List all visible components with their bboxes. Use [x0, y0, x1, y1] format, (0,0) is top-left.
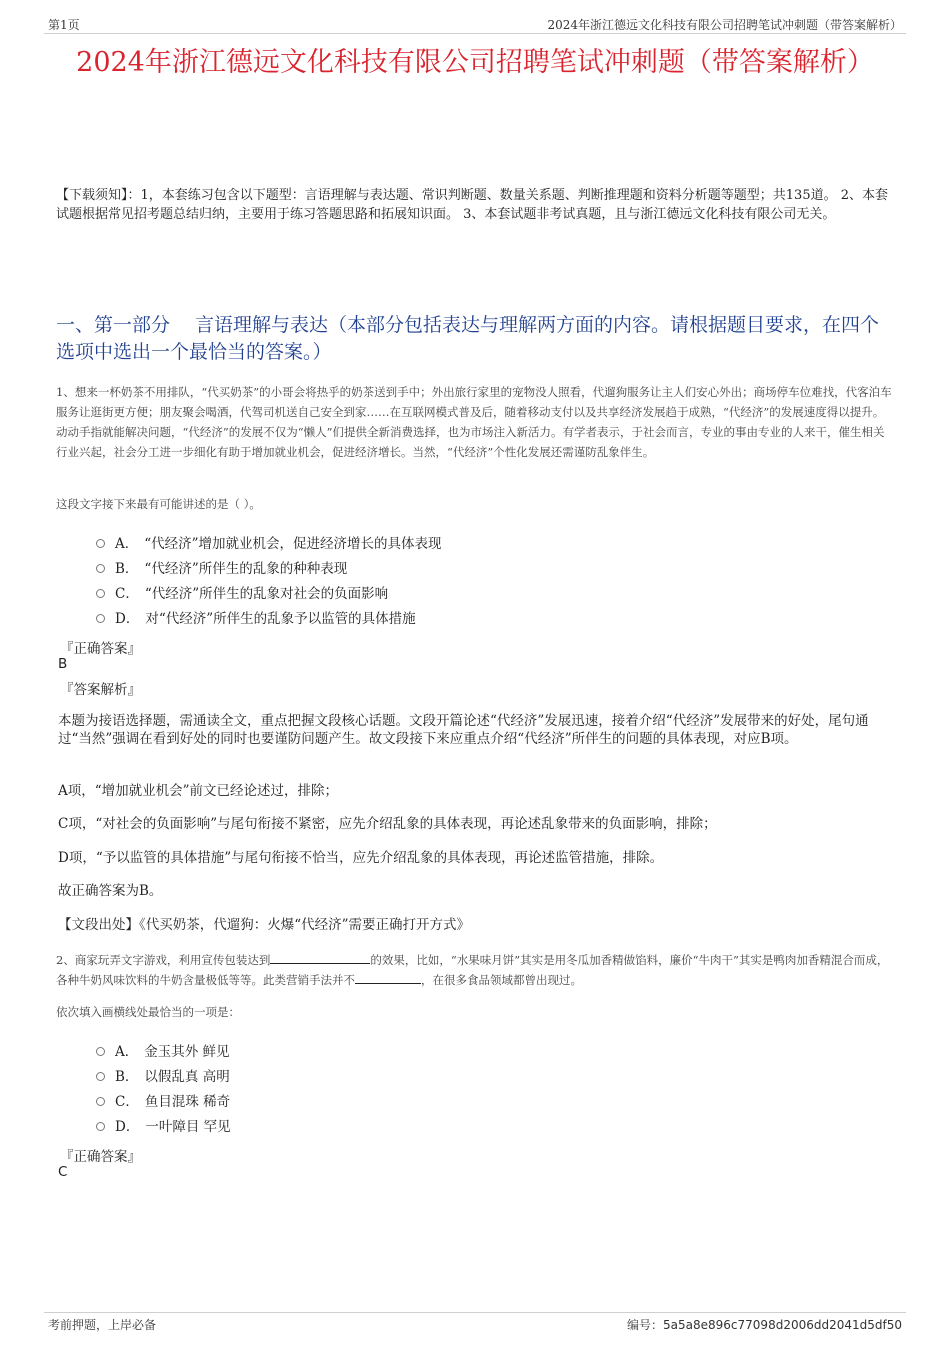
blank-line-1 — [270, 954, 370, 964]
question-1-option-a[interactable]: A． “代经济”增加就业机会，促进经济增长的具体表现 — [96, 529, 442, 554]
radio-icon[interactable] — [96, 539, 105, 548]
radio-icon[interactable] — [96, 614, 105, 623]
question-1-option-d[interactable]: D． 对“代经济”所伴生的乱象予以监管的具体措施 — [96, 604, 442, 629]
radio-icon[interactable] — [96, 1122, 105, 1131]
radio-icon[interactable] — [96, 1047, 105, 1056]
question-2-answer-label: 『正确答案』 — [60, 1149, 141, 1165]
radio-icon[interactable] — [96, 1097, 105, 1106]
page-header — [44, 14, 906, 34]
question-1-analysis-d: D项，“予以监管的具体措施”与尾句衔接不恰当，应先介绍乱象的具体表现，再论述监管措施，排除。 — [58, 850, 664, 866]
question-1-analysis-conclusion: 故正确答案为B。 — [58, 883, 163, 899]
radio-icon[interactable] — [96, 589, 105, 598]
header-doc-title: 2024年浙江德远文化科技有限公司招聘笔试冲刺题（带答案解析） — [547, 18, 902, 32]
page-footer — [44, 1312, 906, 1334]
section-title: 一、第一部分 言语理解与表达（本部分包括表达与理解两方面的内容。请根据题目要求，在四个选项中选出一个最恰当的答案。） — [56, 314, 880, 363]
question-2-option-a[interactable]: A． 金玉其外 鲜见 — [96, 1037, 231, 1062]
question-1-answer: B — [58, 656, 68, 672]
question-2-answer: C — [58, 1164, 68, 1180]
radio-icon[interactable] — [96, 1072, 105, 1081]
question-2-text: 2、商家玩弄文字游戏，利用宣传包装达到 的效果，比如，“水果味月饼”其实是用冬瓜加香精做馅料，廉价“牛肉干”其实是鸭肉加香精混合而成，各种牛奶风味饮料的牛奶含量极低等等。此类营销手法并不 ，在很多食品领域都曾出现过。 — [56, 953, 889, 987]
question-1-analysis-c: C项，“对社会的负面影响”与尾句衔接不紧密，应先介绍乱象的具体表现，再论述乱象带来的负面影响，排除； — [58, 816, 717, 832]
document-code: 编号：5a5a8e896c77098d2006dd2041d5df50 — [627, 1318, 902, 1332]
blank-line-2 — [355, 974, 421, 984]
footer-slogan: 考前押题，上岸必备 — [48, 1318, 157, 1332]
question-1-analysis-main: 本题为接语选择题，需通读全文，重点把握文段核心话题。文段开篇论述“代经济”发展迅速，接着介绍“代经济”发展带来的好处，尾句通过“当然”强调在看到好处的同时也要谨防问题产生。故文段接下来应重点介绍“代经济”所伴生的问题的具体表现，对应B项。 — [58, 713, 869, 747]
question-1-text: 1、想来一杯奶茶不用排队，“代买奶茶”的小哥会将热乎的奶茶送到手中；外出旅行家里的宠物没人照看，代遛狗服务让主人们安心外出；商场停车位难找，代客泊车服务让逛街更方便；朋友聚会喝酒，代驾司机送自己安全到家……在互联网模式普及后，随着移动支付以及共享经济发展趋于成熟，“代经济”的发展速度得以提升。动动手指就能解决问题，“代经济”的发展不仅为“懒人”们提供全新消费选择，也为市场注入新活力。有学者表示，于社会而言，专业的事由专业的人来干，催生相关行业兴起，社会分工进一步细化有助于增加就业机会，促进经济增长。当然，“代经济”个性化发展还需谨防乱象伴生。 — [56, 385, 892, 459]
question-1-options — [96, 529, 442, 629]
document-title: 2024年浙江德远文化科技有限公司招聘笔试冲刺题（带答案解析） — [76, 47, 874, 78]
download-notice: 【下载须知】：1，本套练习包含以下题型：言语理解与表达题、常识判断题、数量关系题、判断推理题和资料分析题等题型；共135道。 2、本套试题根据常见招考题总结归纳，主要用于练习答题思路和拓展知识面。 3、本套试题非考试真题，且与浙江德远文化科技有限公司无关。 — [56, 188, 888, 222]
question-1-source: 【文段出处】《代买奶茶，代遛狗：火爆“代经济”需要正确打开方式》 — [58, 917, 471, 933]
question-2-stem: 依次填入画横线处最恰当的一项是： — [56, 1005, 240, 1019]
question-1-analysis-label: 『答案解析』 — [60, 682, 141, 698]
question-1-stem: 这段文字接下来最有可能讲述的是（ ）。 — [56, 497, 261, 511]
question-1-option-b[interactable]: B． “代经济”所伴生的乱象的种种表现 — [96, 554, 442, 579]
page-number: 第1页 — [48, 18, 80, 32]
question-2-option-c[interactable]: C． 鱼目混珠 稀奇 — [96, 1087, 231, 1112]
question-1-answer-label: 『正确答案』 — [60, 641, 141, 657]
question-1-option-c[interactable]: C． “代经济”所伴生的乱象对社会的负面影响 — [96, 579, 442, 604]
question-2-option-d[interactable]: D． 一叶障目 罕见 — [96, 1112, 231, 1137]
question-2-option-b[interactable]: B． 以假乱真 高明 — [96, 1062, 231, 1087]
question-1-analysis-a: A项，“增加就业机会”前文已经论述过，排除； — [58, 783, 339, 799]
question-2-options — [96, 1037, 231, 1137]
radio-icon[interactable] — [96, 564, 105, 573]
